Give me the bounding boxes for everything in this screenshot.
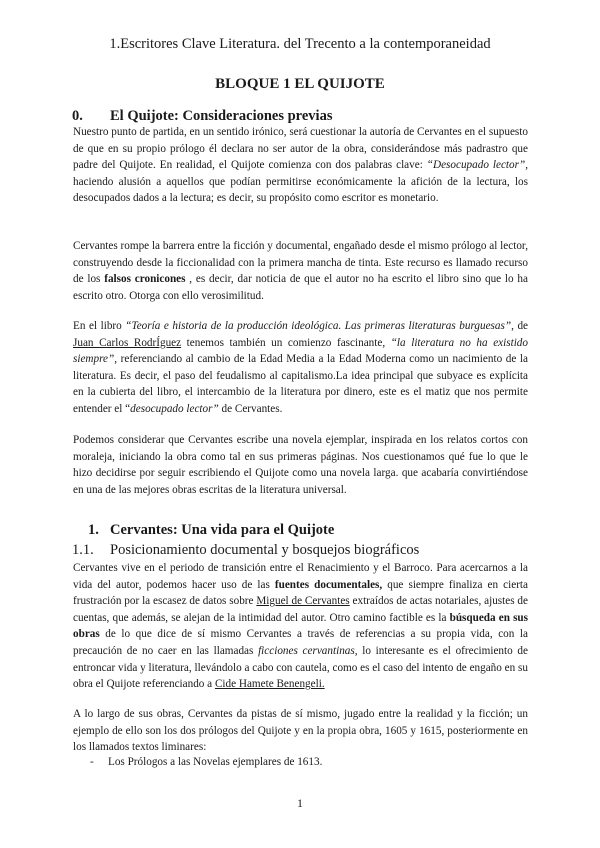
paragraph-5 bbox=[73, 560, 528, 693]
text-run: de lo que dice de sí mismo Cervantes a través de referencias a su propia vida, con la precaución de no caer en las llamadas bbox=[73, 628, 528, 657]
section-0-heading bbox=[72, 108, 332, 125]
text-run: que siempre finaliza en cierta frustración por la escasez de datos sobre bbox=[73, 578, 528, 608]
text-run: tenemos también un comienzo fascinante, bbox=[181, 336, 391, 349]
paragraph-2 bbox=[73, 238, 528, 304]
bold-term: búsqueda en sus obras bbox=[73, 611, 529, 641]
paragraph-6 bbox=[73, 706, 528, 756]
text-run: Cervantes vive en el periodo de transición entre el Renacimiento y el Barroco. Para acercarnos a la vida del autor, podemos hacer uso de las bbox=[73, 562, 528, 591]
text-run: lo interesante es el ofrecimiento de entroncar vida y literatura, llevándolo a cabo con cautela, como es el caso del intento de engaño en su obra el Quijote referenciando a bbox=[73, 644, 528, 691]
running-header: 1.Escritores Clave Literatura. del Trecento a la contemporaneidad bbox=[109, 36, 491, 52]
text-run: , es decir, dar noticia de que el autor no ha escrito el libro sino que lo ha escrito otro. Otorga con ello verosimilitud. bbox=[73, 273, 528, 302]
cervantes-link[interactable]: Miguel de Cervantes bbox=[256, 595, 350, 608]
section-1-1-heading bbox=[72, 542, 419, 559]
text-run: , de bbox=[511, 320, 529, 332]
block-title: BLOQUE 1 EL QUIJOTE bbox=[215, 76, 385, 92]
bold-term: fuentes documentales, bbox=[274, 578, 383, 591]
italic-quote: “Desocupado lector” bbox=[426, 159, 526, 172]
page-number: 1 bbox=[297, 796, 303, 810]
paragraph-4 bbox=[73, 432, 528, 498]
paragraph-3 bbox=[73, 318, 528, 418]
list-item-text: Los Prólogos a las Novelas ejemplares de 1613. bbox=[108, 756, 323, 768]
section-1-heading bbox=[72, 522, 334, 539]
section-number: 1.1. bbox=[72, 542, 94, 558]
list-item bbox=[90, 756, 322, 768]
section-number: 0. bbox=[72, 108, 83, 124]
section-title: El Quijote: Consideraciones previas bbox=[110, 108, 333, 124]
bold-term: falsos cronicones bbox=[104, 273, 186, 286]
text-run: Podemos considerar que Cervantes escribe una novela ejemplar, inspirada en los relatos cortos con moraleja, iniciando la obra como tal en sus primeras páginas. Nos cuestionamos qué fue lo que le hizo decidirse por seguir escribiendo el Quijote como una novela larga. que acabaría convirtiéndose en una de las mejores obras escritas de la literatura universal. bbox=[73, 434, 528, 496]
section-title: Cervantes: Una vida para el Quijote bbox=[110, 522, 335, 538]
text-run: Cervantes rompe la barrera entre la ficción y documental, engañado desde el mismo prólogo al lector, construyendo desde la ficcionalidad con la primera mancha de tinta. Este recurso es llamado recurso de los bbox=[73, 240, 528, 286]
book-title: “Teoría e historia de la producción ideológica. Las primeras literaturas burguesas” bbox=[125, 320, 512, 332]
cide-hamete-link[interactable]: Cide Hamete Benengeli. bbox=[214, 678, 325, 691]
bullet-dash: - bbox=[90, 756, 94, 768]
text-run: , referenciando al cambio de la Edad Media a la Edad Moderna como un nacimiento de la literatura. Es decir, el paso del feudalismo al capitalismo.La idea principal que subyace es explícita en la cubierta del libro, el intercambio de la literatura por dinero, este es el matiz que nos permite entender el “ bbox=[73, 353, 528, 415]
italic-quote: “la literatura no ha existido siempre” bbox=[73, 336, 528, 366]
italic-term: ficciones cervantinas, bbox=[258, 644, 358, 657]
text-run: A lo largo de sus obras, Cervantes da pistas de sí mismo, jugado entre la realidad y la ficción; un ejemplo de ello son los dos prólogos del Quijote y en la propia obra, 1605 y 1615, posteriormente en los llamados textos liminares: bbox=[73, 708, 528, 754]
author-link[interactable]: Juan Carlos RodrÍguez bbox=[73, 336, 182, 349]
text-run: En el libro bbox=[73, 320, 126, 332]
text-run: de Cervantes. bbox=[218, 402, 283, 415]
paragraph-1 bbox=[73, 124, 528, 207]
text-run: Nuestro punto de partida, en un sentido irónico, será cuestionar la autoría de Cervantes en el supuesto de que en su propio prólogo él declara no ser autor de la obra, considerándose más padrastro que padre del Quijote. En realidad, el Quijote comienza con dos palabras clave: bbox=[73, 126, 528, 172]
section-number: 1. bbox=[88, 522, 99, 538]
text-run: extraídos de actas notariales, ajustes de cuentas, que además, se alejan de la intimidad del autor. Otro camino factible es la bbox=[73, 595, 528, 624]
italic-quote: desocupado lector” bbox=[130, 402, 219, 415]
text-run: , haciendo alusión a aquellos que podían permitirse económicamente la afición de la lectura, los desocupados dados a la lectura; es decir, su propósito como escritor es monetario. bbox=[73, 159, 529, 205]
section-title: Posicionamiento documental y bosquejos biográficos bbox=[110, 542, 420, 558]
